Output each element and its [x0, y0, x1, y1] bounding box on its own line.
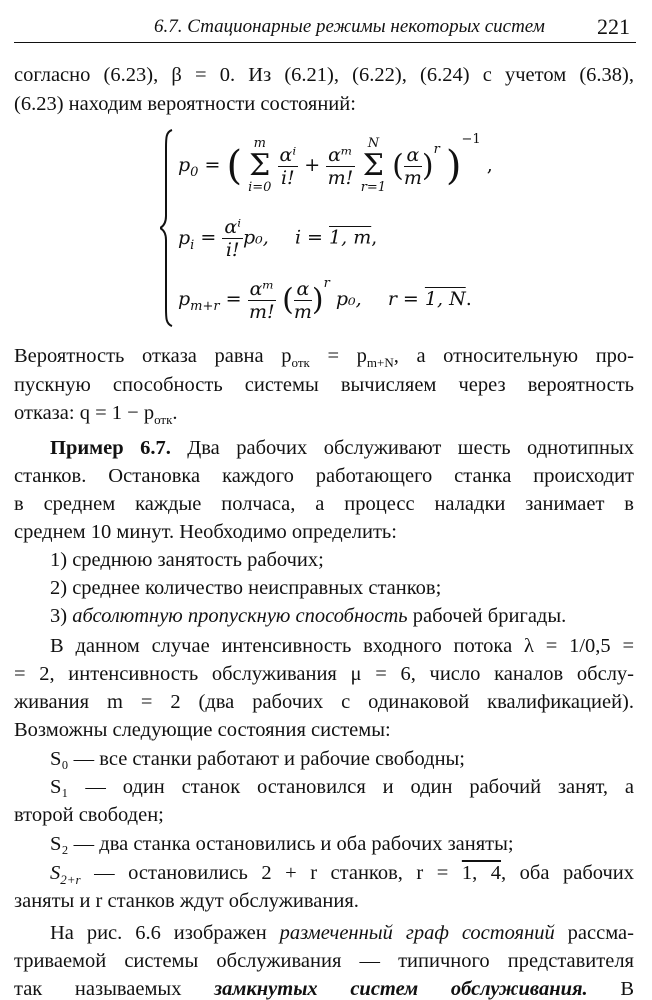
body-line-4: Возможны следующие состояния системы:	[14, 719, 391, 741]
body-line-3: живания m = 2 (два рабочих с одинаковой квалификацией).	[14, 691, 634, 713]
list-item: 3) абсолютную пропускную способность рабочей бригады.	[50, 605, 567, 627]
state-s1: S₁ — один станок остановился и один рабочий занят, а	[50, 776, 634, 798]
closing-line-3: так называемых замкнутых систем обслуживания. В	[14, 978, 634, 1000]
refusal-line-2: пускную способность системы вычисляем через вероятность	[14, 374, 634, 396]
page-number: 221	[597, 14, 630, 39]
state-s2: S₂ — два станка остановились и оба рабочих заняты;	[50, 833, 514, 855]
intro-line-1: согласно (6.23), β = 0. Из (6.21), (6.22), (6.24) с учетом (6.38),	[14, 64, 634, 86]
list-item: 2) среднее количество неисправных станков;	[50, 577, 442, 599]
refusal-line-1: Вероятность отказа равна $p_{отк} = p_{m+N}$, а относительную про-	[14, 345, 635, 371]
formula-pmr: $p_{m+r}$ = $\frac{\text{αᵐ}}{m!}$ ( $\frac{\alpha}{m}$ )$^r$ p₀, r = 1, N.	[178, 276, 472, 323]
example-label: Пример 6.7.	[50, 437, 171, 459]
formula-pi: $p_i$ = $\frac{\text{αⁱ}}{i!}$ p₀, i = 1, m,	[178, 216, 378, 261]
state-s1-cont: второй свободен;	[14, 804, 164, 826]
running-header	[14, 8, 636, 43]
closing-line-2: триваемой системы обслуживания — типичного представителя	[14, 950, 634, 972]
refusal-line-3: отказа: $q = 1 - p_{отк}$.	[14, 402, 178, 428]
state-s0: S₀ — все станки работают и рабочие свободны;	[50, 748, 466, 770]
body-line-2: = 2, интенсивность обслуживания μ = 6, число каналов обслу-	[14, 663, 634, 685]
state-s2r: $S_{2+r}$ — остановились 2 + r станков, r = 1, 4, оба рабочих	[50, 862, 634, 888]
list-item: 1) среднюю занятость рабочих;	[50, 549, 324, 571]
left-brace	[160, 128, 174, 328]
section-title: 6.7. Стационарные режимы некоторых систем	[154, 16, 545, 37]
closing-line-1: На рис. 6.6 изображен размеченный граф состояний рассма-	[50, 922, 634, 944]
example-line-4: среднем 10 минут. Необходимо определить:	[14, 521, 397, 543]
formula-p0: $p_0$ = ( m Σ i=0 $\frac{\text{αⁱ}}{i!}$ + $\frac{\text{αᵐ}}{m!}$ N Σ r=1 ( $\frac{\alpha}{m}$ )$^r$ )$^{-1}$ ,	[178, 132, 493, 195]
example-line-2: станков. Остановка каждого работающего станка происходит	[14, 465, 634, 487]
example-line-1: Пример 6.7. Два рабочих обслуживают шесть однотипных	[50, 437, 634, 459]
example-line-3: в среднем каждые полчаса, а процесс наладки занимает в	[14, 493, 634, 515]
probability-formula-system	[160, 128, 493, 328]
intro-line-2: (6.23) находим вероятности состояний:	[14, 93, 356, 115]
state-s2r-cont: заняты и r станков ждут обслуживания.	[14, 890, 359, 912]
body-line-1: В данном случае интенсивность входного потока λ = 1/0,5 =	[50, 635, 634, 657]
